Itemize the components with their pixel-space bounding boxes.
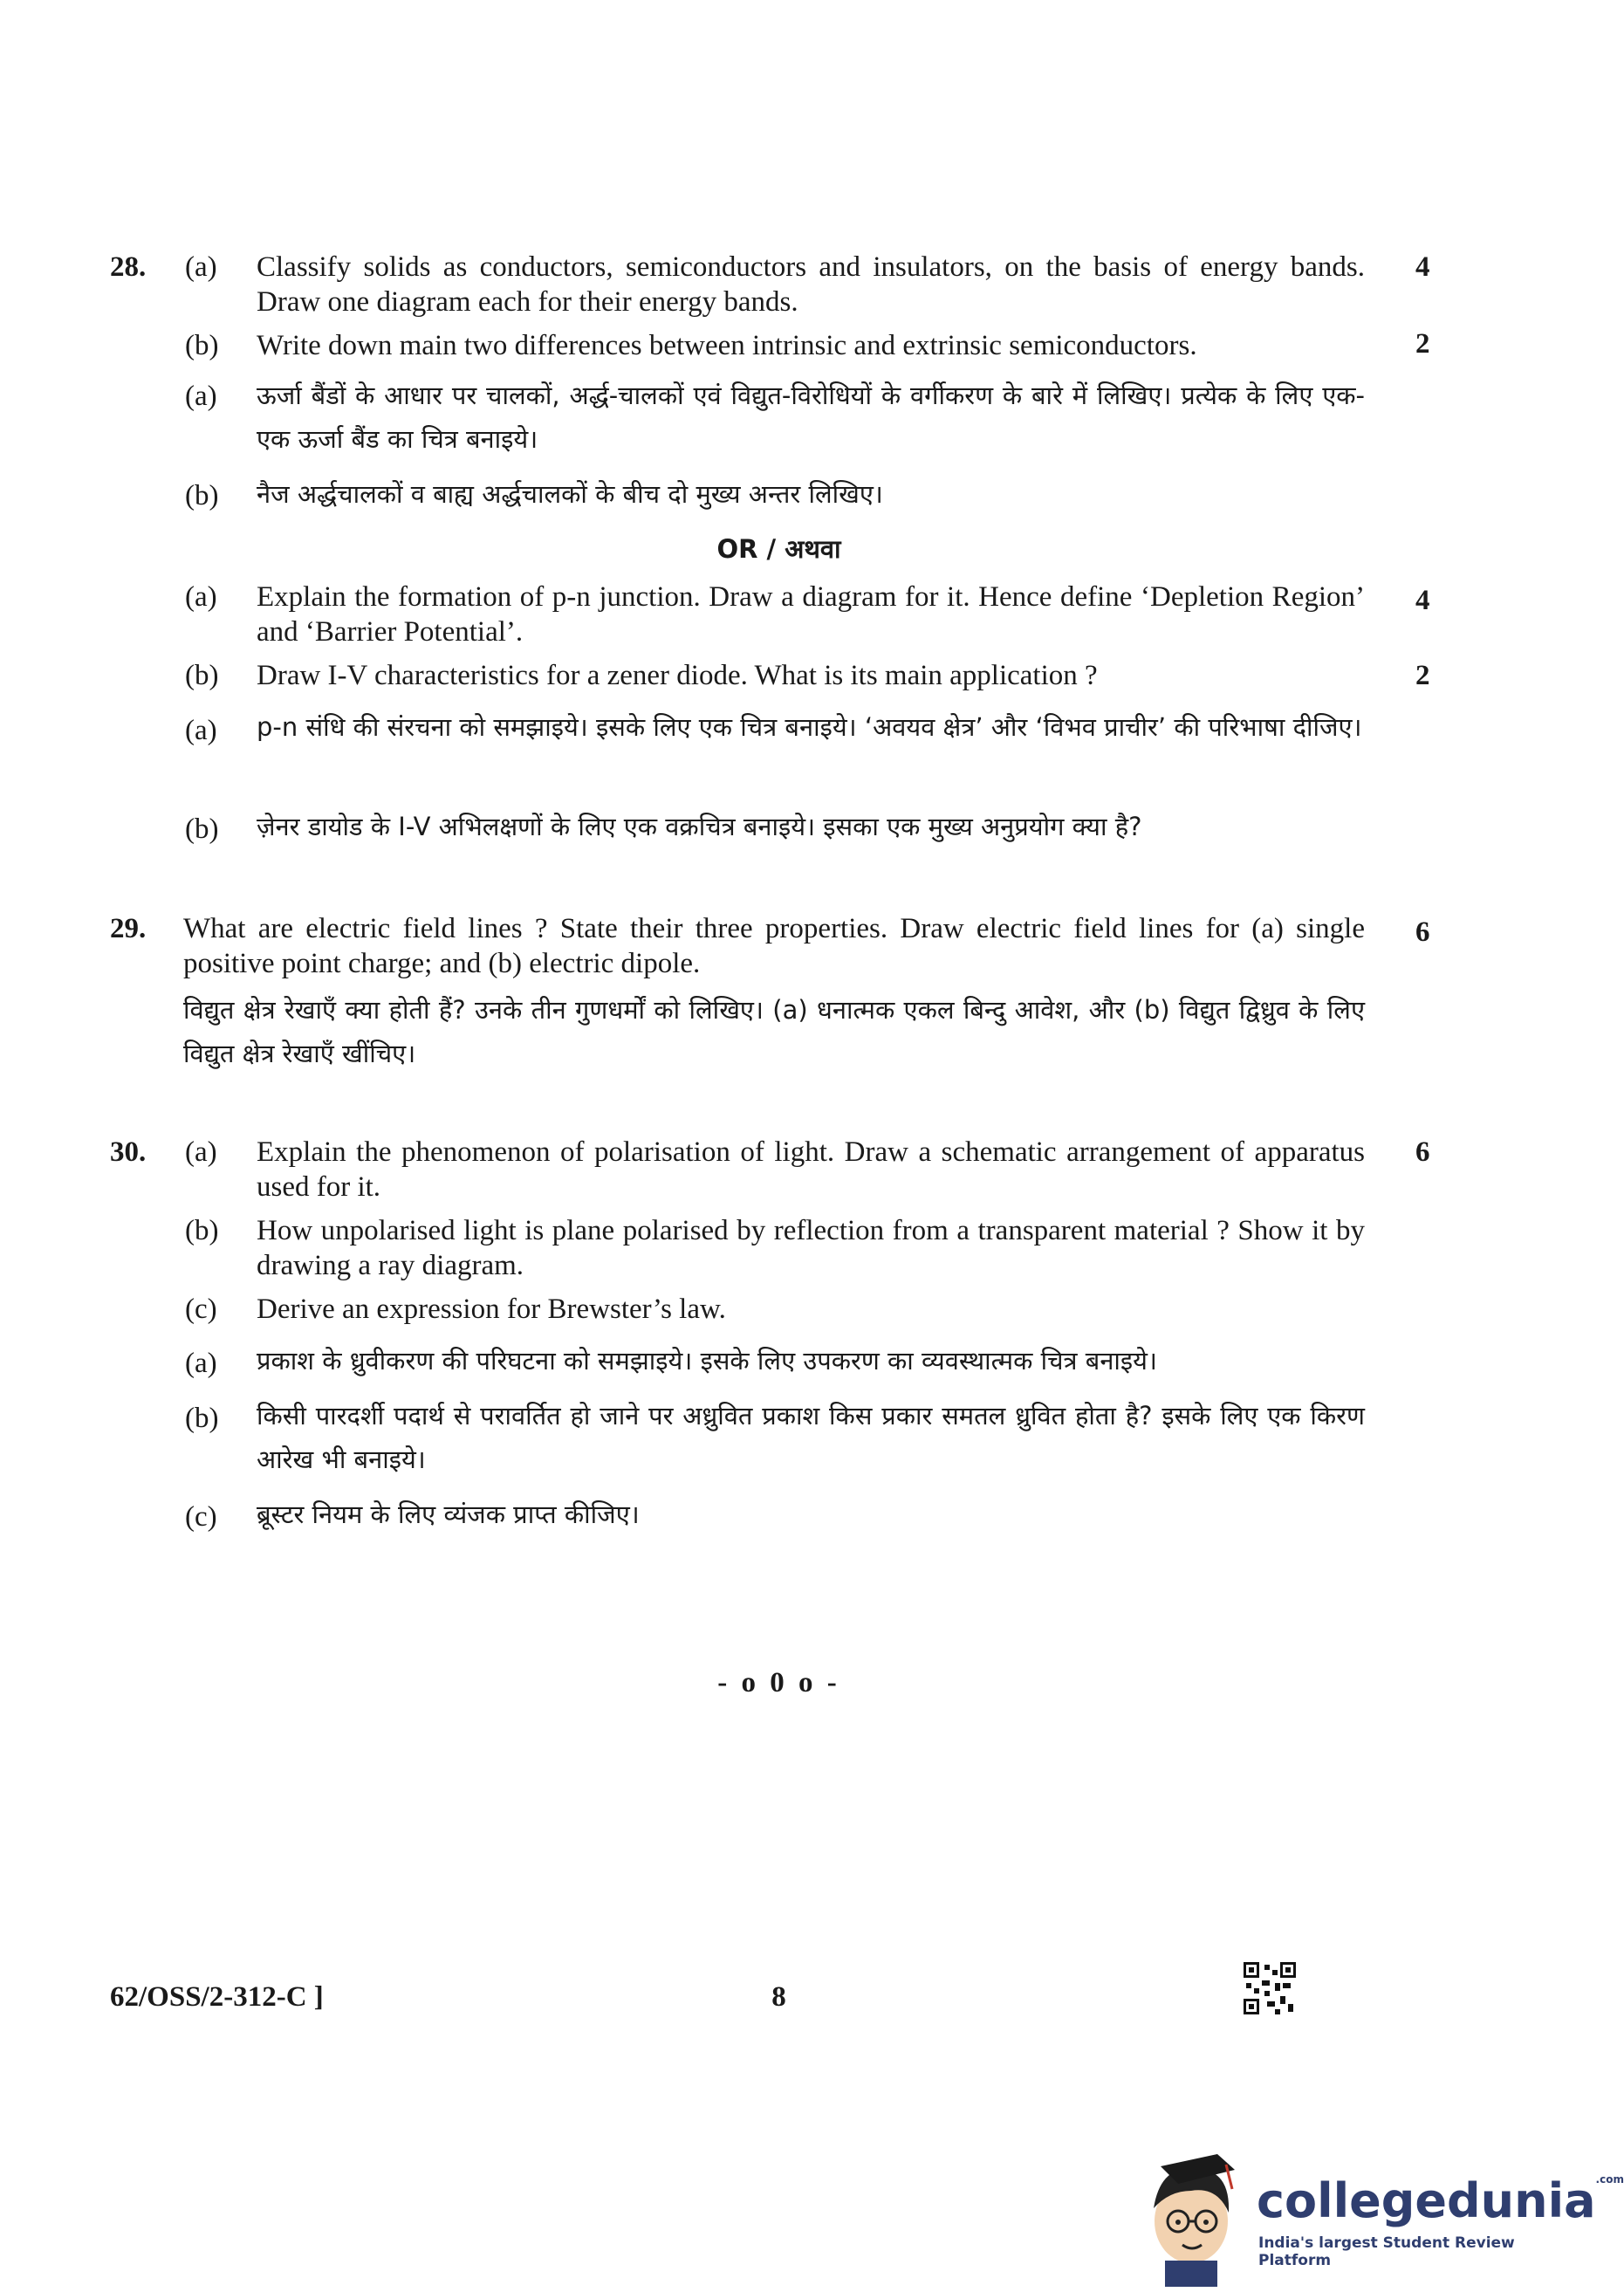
sub-label: (c)	[185, 1501, 217, 1533]
question-text: Classify solids as conductors, semiconductors and insulators, on the basis of energy bands. Draw one diagram each for their energy bands.	[257, 251, 1365, 318]
brand-tagline: India's largest Student Review Platform	[1258, 2234, 1515, 2269]
marks: 2	[1415, 328, 1430, 360]
brand-domain: .com	[1595, 2173, 1624, 2186]
question-text-hindi: किसी पारदर्शी पदार्थ से परावर्तित हो जाने पर अध्रुवित प्रकाश किस प्रकार समतल ध्रुवित होता है? इसके लिए एक किरण आरेख भी बनाइये।	[257, 1401, 1365, 1474]
sub-label: (a)	[185, 1348, 217, 1379]
question-text-hindi: ऊर्जा बैंडों के आधार पर चालकों, अर्द्ध-चालकों एवं विद्युत-विरोधियों के वर्गीकरण के बारे में लिखिए। प्रत्येक के लिए एक-एक ऊर्जा बैंड का चित्र बनाइये।	[257, 381, 1365, 454]
question-text: What are electric field lines ? State their three properties. Draw electric field lines for (a) single positive point charge; and (b) electric dipole.	[183, 913, 1365, 979]
question-text-hindi: ब्रूस्टर नियम के लिए व्यंजक प्राप्त कीजिए।	[257, 1499, 640, 1529]
question-number: 30.	[110, 1136, 147, 1168]
marks: 4	[1415, 251, 1430, 283]
question-text-hindi: प्रकाश के ध्रुवीकरण की परिघटना को समझाइये। इसके लिए उपकरण का व्यवस्थात्मक चित्र बनाइये।	[257, 1346, 1157, 1376]
question-text-hindi: विद्युत क्षेत्र रेखाएँ क्या होती हैं? उनके तीन गुणधर्मों को लिखिए। (a) धनात्मक एकल बिन्दु आवेश, और (b) विद्युत द्विध्रुव के लिए विद्युत क्षेत्र रेखाएँ खींचिए।	[183, 995, 1365, 1068]
sub-label: (a)	[185, 251, 217, 283]
question-number: 28.	[110, 251, 147, 283]
question-text-hindi: p-n संधि की संरचना को समझाइये। इसके लिए एक चित्र बनाइये। ‘अवयव क्षेत्र’ और ‘विभव प्राचीर’ की परिभाषा दीजिए।	[257, 712, 1362, 742]
question-text: Explain the phenomenon of polarisation of light. Draw a schematic arrangement of apparatus used for it.	[257, 1136, 1365, 1203]
question-number: 29.	[110, 913, 147, 944]
sub-label: (b)	[185, 1403, 219, 1434]
question-text: How unpolarised light is plane polarised by reflection from a transparent material ? Show it by drawing a ray diagram.	[257, 1215, 1365, 1281]
sub-label: (b)	[185, 1215, 219, 1246]
sub-label: (b)	[185, 480, 219, 511]
sub-label: (a)	[185, 1136, 217, 1168]
brand-text: collegedunia	[1257, 2173, 1596, 2228]
marks: 6	[1415, 1136, 1430, 1168]
question-text-hindi: ज़ेनर डायोड के I-V अभिलक्षणों के लिए एक वक्रचित्र बनाइये। इसका एक मुख्य अनुप्रयोग क्या है?	[257, 812, 1142, 841]
brand-name	[1257, 2173, 1624, 2228]
question-text: Explain the formation of p-n junction. Draw a diagram for it. Hence define ‘Depletion Region’ and ‘Barrier Potential’.	[257, 581, 1365, 648]
marks: 2	[1415, 660, 1430, 691]
collegedunia-logo	[1134, 2138, 1624, 2287]
question-text: Draw I-V characteristics for a zener diode. What is its main application ?	[257, 660, 1098, 691]
or-separator: OR / अथवा	[716, 534, 841, 564]
page-number: 8	[771, 1981, 786, 2013]
qr-code-icon	[1244, 1962, 1296, 2014]
question-text: Derive an expression for Brewster’s law.	[257, 1294, 726, 1325]
sub-label: (b)	[185, 813, 219, 845]
marks: 4	[1415, 585, 1430, 616]
paper-code: 62/OSS/2-312-C ]	[110, 1981, 324, 2013]
sub-label: (c)	[185, 1294, 217, 1325]
student-mascot-icon	[1134, 2138, 1248, 2287]
marks: 6	[1415, 916, 1430, 948]
sub-label: (b)	[185, 660, 219, 691]
question-text: Write down main two differences between intrinsic and extrinsic semiconductors.	[257, 330, 1197, 361]
end-marker: - o 0 o -	[717, 1667, 840, 1698]
sub-label: (a)	[185, 581, 217, 613]
question-text-hindi: नैज अर्द्धचालकों व बाह्य अर्द्धचालकों के बीच दो मुख्य अन्तर लिखिए।	[257, 479, 883, 509]
sub-label: (a)	[185, 381, 217, 412]
sub-label: (a)	[185, 715, 217, 746]
sub-label: (b)	[185, 330, 219, 361]
